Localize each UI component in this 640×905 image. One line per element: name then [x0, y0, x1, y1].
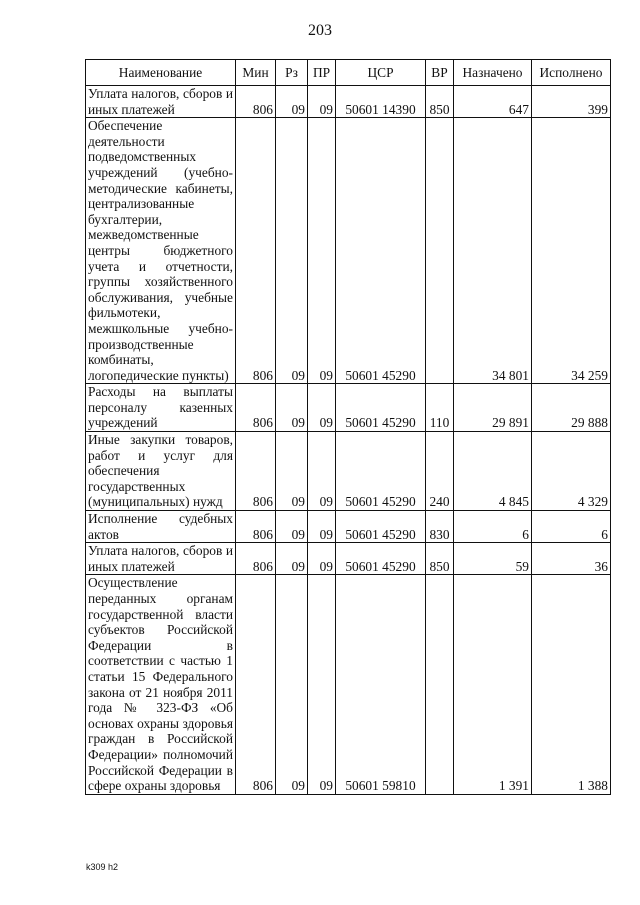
header-vr: ВР [426, 60, 454, 86]
row-rz: 09 [276, 86, 308, 118]
row-assigned: 29 891 [454, 384, 532, 432]
header-rz: Рз [276, 60, 308, 86]
table-header-row [86, 60, 611, 86]
row-rz: 09 [276, 432, 308, 511]
row-min: 806 [236, 543, 276, 575]
header-assigned: Назначено [454, 60, 532, 86]
table-row [86, 118, 611, 384]
row-assigned: 4 845 [454, 432, 532, 511]
table-row [86, 575, 611, 794]
row-name: Исполнение судебных актов [86, 511, 236, 543]
row-rz: 09 [276, 384, 308, 432]
row-assigned: 34 801 [454, 118, 532, 384]
row-csr: 50601 45290 [336, 511, 426, 543]
row-csr: 50601 59810 [336, 575, 426, 794]
budget-table [85, 59, 611, 795]
row-pr: 09 [308, 575, 336, 794]
row-min: 806 [236, 86, 276, 118]
row-vr [426, 575, 454, 794]
row-executed: 29 888 [532, 384, 611, 432]
header-csr: ЦСР [336, 60, 426, 86]
row-executed: 4 329 [532, 432, 611, 511]
table-row [86, 543, 611, 575]
table-row [86, 86, 611, 118]
row-executed: 399 [532, 86, 611, 118]
row-min: 806 [236, 575, 276, 794]
row-rz: 09 [276, 118, 308, 384]
row-rz: 09 [276, 511, 308, 543]
row-csr: 50601 45290 [336, 118, 426, 384]
row-name: Расходы на выплаты персоналу казенных учреждений [86, 384, 236, 432]
row-pr: 09 [308, 86, 336, 118]
row-assigned: 647 [454, 86, 532, 118]
row-name: Иные закупки товаров, работ и услуг для обеспечения государственных (муниципальных) нужд [86, 432, 236, 511]
row-assigned: 6 [454, 511, 532, 543]
row-csr: 50601 45290 [336, 432, 426, 511]
footer-code: k309 h2 [86, 862, 119, 872]
row-pr: 09 [308, 543, 336, 575]
table-row [86, 384, 611, 432]
row-min: 806 [236, 384, 276, 432]
row-name: Осуществление переданных органам государственной власти субъектов Российской Федерации в соответствии с частью 1 статьи 15 Федерального закона от 21 ноября 2011 года № 323-ФЗ «Об основах охраны здоровья граждан в Российской Федерации» полномочий Российской Федерации в сфере охраны здоровья [86, 575, 236, 794]
page-number: 203 [308, 22, 332, 39]
row-min: 806 [236, 511, 276, 543]
row-vr: 850 [426, 543, 454, 575]
row-rz: 09 [276, 575, 308, 794]
row-pr: 09 [308, 432, 336, 511]
header-executed: Исполнено [532, 60, 611, 86]
row-vr: 850 [426, 86, 454, 118]
row-executed: 6 [532, 511, 611, 543]
header-pr: ПР [308, 60, 336, 86]
row-pr: 09 [308, 384, 336, 432]
row-csr: 50601 45290 [336, 543, 426, 575]
row-assigned: 59 [454, 543, 532, 575]
row-pr: 09 [308, 118, 336, 384]
header-name: Наименование [86, 60, 236, 86]
row-min: 806 [236, 432, 276, 511]
row-vr [426, 118, 454, 384]
row-name: Обеспечение деятельности подведомственных учреждений (учебно-методические кабинеты, централизованные бухгалтерии, межведомственные центры бюджетного учета и отчетности, группы хозяйственного обслуживания, учебные фильмотеки, межшкольные учебно-производственные комбинаты, логопедические пункты) [86, 118, 236, 384]
row-vr: 240 [426, 432, 454, 511]
row-vr: 110 [426, 384, 454, 432]
row-executed: 34 259 [532, 118, 611, 384]
header-min: Мин [236, 60, 276, 86]
row-executed: 36 [532, 543, 611, 575]
row-assigned: 1 391 [454, 575, 532, 794]
row-vr: 830 [426, 511, 454, 543]
row-rz: 09 [276, 543, 308, 575]
table-row [86, 511, 611, 543]
row-pr: 09 [308, 511, 336, 543]
row-executed: 1 388 [532, 575, 611, 794]
row-min: 806 [236, 118, 276, 384]
row-name: Уплата налогов, сборов и иных платежей [86, 86, 236, 118]
row-name: Уплата налогов, сборов и иных платежей [86, 543, 236, 575]
row-csr: 50601 14390 [336, 86, 426, 118]
row-csr: 50601 45290 [336, 384, 426, 432]
table-row [86, 432, 611, 511]
